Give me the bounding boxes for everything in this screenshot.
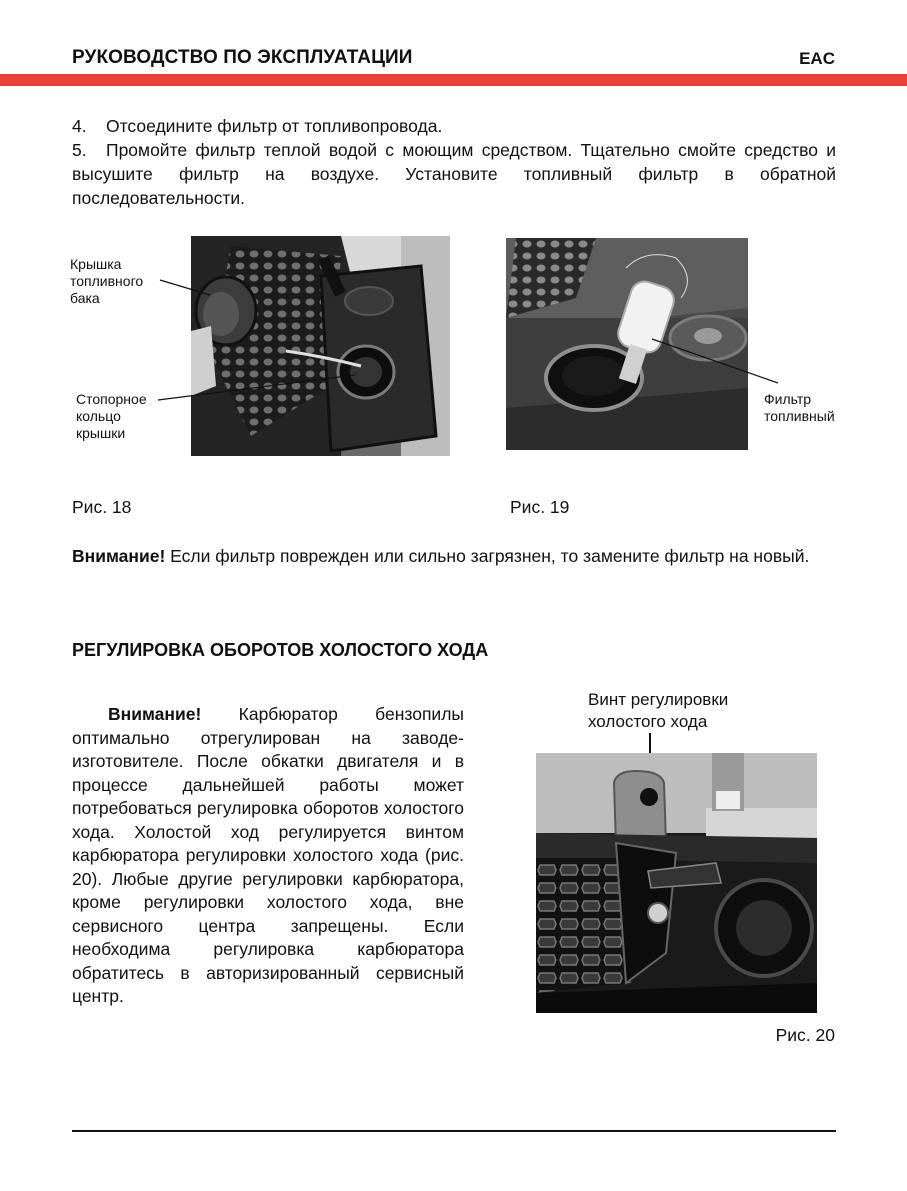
warning-carburetor: Внимание! Карбюратор бензопилы оптимально отрегулирован на заводе-изготовителе. После обкатки двигателя и в процессе дальнейшей работы может потребоваться регулировка оборотов холостого хода. Холостой ход регулируется винтом карбюратора регулировки холостого хода (рис. 20). Любые другие регулировки карбюратора, кроме регулировки холостого хода, вне сервисного центра запрещены. Если необходима регулировка карбюратора обратитесь в авторизированный сервисный центр. <box>72 704 464 1006</box>
step-item: 5. Промойте фильтр теплой водой с моющим средством. Тщательно смойте средство и высушите фильтр на воздухе. Установите топливный фильтр в обратной последовательности. <box>72 140 836 208</box>
footer-rule <box>72 1130 836 1132</box>
figure-18-label-ring: Стопорное кольцо крышки <box>76 391 147 441</box>
figure-20-label-screw: Винт регулировки холостого хода <box>588 690 729 731</box>
figure-18-label-cap: Крышка топливного бака <box>70 256 144 306</box>
figure-19-label-filter: Фильтр топливный <box>764 391 835 424</box>
figure-20-photo <box>536 753 817 1013</box>
warning-filter: Внимание! Если фильтр поврежден или сильно загрязнен, то замените фильтр на новый. <box>72 546 810 566</box>
section-title: РЕГУЛИРОВКА ОБОРОТОВ ХОЛОСТОГО ХОДА <box>72 640 489 660</box>
figure-20-caption: Рис. 20 <box>775 1025 835 1045</box>
figure-19-caption: Рис. 19 <box>510 497 570 517</box>
page-header-title: РУКОВОДСТВО ПО ЭКСПЛУАТАЦИИ <box>72 47 413 68</box>
figure-18-caption: Рис. 18 <box>72 497 132 517</box>
step-item: 4. Отсоедините фильтр от топливопровода. <box>72 116 443 136</box>
eac-mark: EAC <box>799 49 835 68</box>
